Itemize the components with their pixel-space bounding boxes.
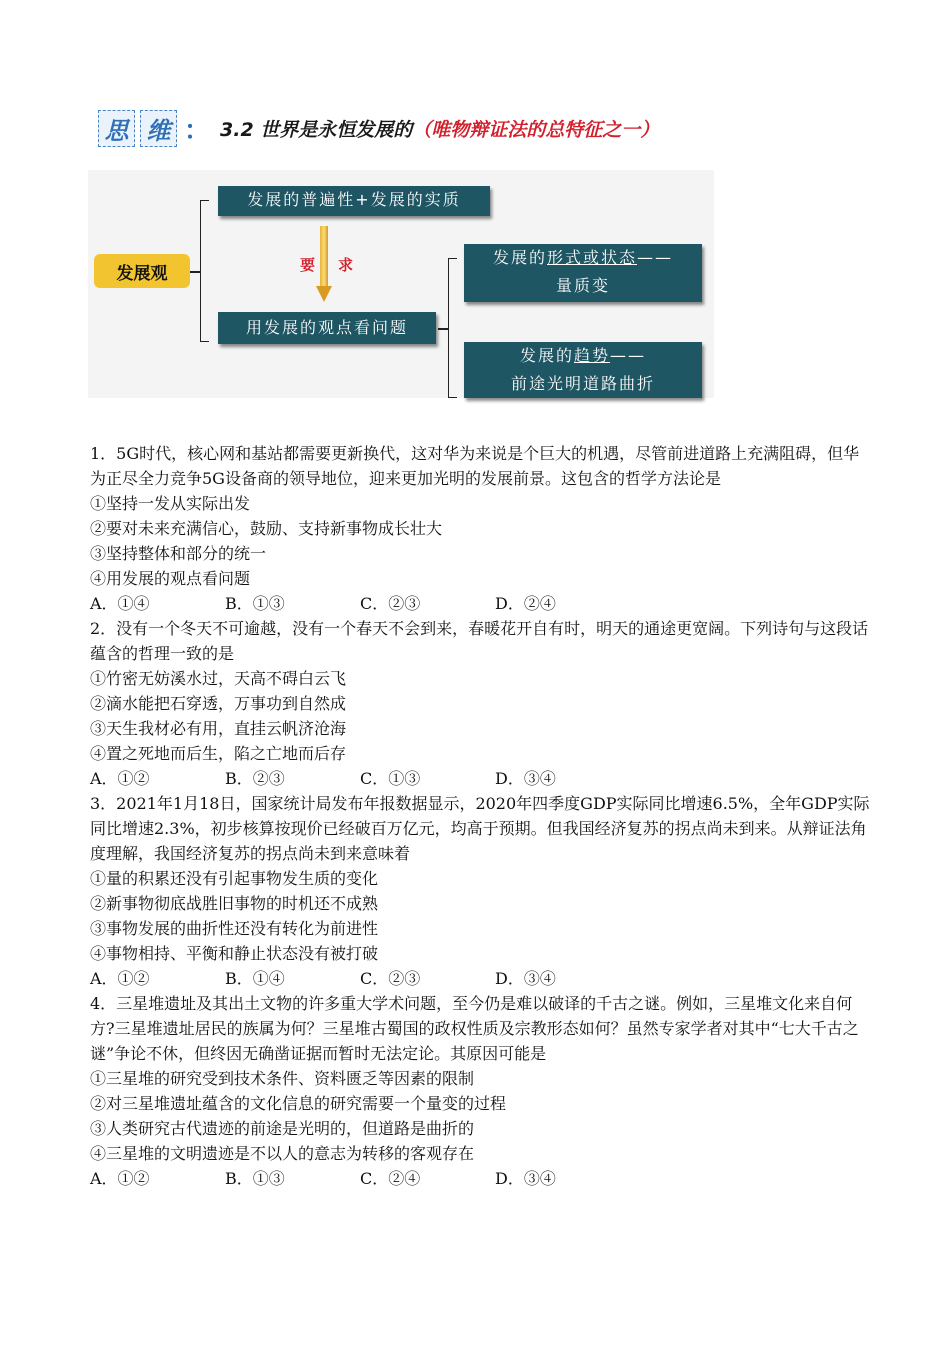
option-b: B．②③ xyxy=(225,769,285,788)
right-brace xyxy=(448,258,457,398)
box3-line1 xyxy=(464,244,702,272)
option-c: C．②④ xyxy=(360,1169,421,1188)
box-use-development-view xyxy=(218,312,436,344)
choice-item: ④置之死地而后生，陷之亡地而后存 xyxy=(90,744,347,763)
question-3 xyxy=(90,791,870,991)
option-d: D．③④ xyxy=(495,1169,556,1188)
choice-item: ②新事物彻底战胜旧事物的时机还不成熟 xyxy=(90,894,379,913)
choice-item: ①三星堆的研究受到技术条件、资料匮乏等因素的限制 xyxy=(90,1069,475,1088)
option-d: D．②④ xyxy=(495,594,556,613)
option-b: B．①④ xyxy=(225,969,285,988)
answer-options xyxy=(90,1166,870,1191)
question-stem: 3．2021年1月18日，国家统计局发布年报数据显示，2020年四季度GDP实际同比增速6.5%，全年GDP实际同比增速2.3%，初步核算按现价已经破百万亿元，均高于预期。但我国经济复苏的拐点尚未到来。从辩证法角度理解，我国经济复苏的拐点尚未到来意味着 xyxy=(90,794,870,863)
choice-item: ②要对未来充满信心，鼓励、支持新事物成长壮大 xyxy=(90,519,443,538)
header-badge-si: 思 xyxy=(98,110,135,147)
option-a: A．①② xyxy=(90,969,150,988)
diagram-root-tag: 发展观 xyxy=(94,254,190,288)
box1-text: 发展的普遍性+发展的实质 xyxy=(247,190,461,209)
option-c: C．②③ xyxy=(360,594,421,613)
box4-prefix: 发展的 xyxy=(519,346,574,365)
header-colon: ： xyxy=(184,115,211,146)
left-brace xyxy=(200,200,209,342)
choice-item: ④事物相持、平衡和静止状态没有被打破 xyxy=(90,944,379,963)
header-badge-wei: 维 xyxy=(140,110,177,147)
answer-options xyxy=(90,766,870,791)
choice-item: ③坚持整体和部分的统一 xyxy=(90,544,267,563)
question-stem: 4．三星堆遗址及其出土文物的许多重大学术问题，至今仍是难以破译的千古之谜。例如，三星堆文化来自何方?三星堆遗址居民的族属为何？三星堆古蜀国的政权性质及宗教形态如何？虽然专家学者对其中“七大千古之谜”争论不休，但终因无确凿证据而暂时无法定论。其原因可能是 xyxy=(90,994,859,1063)
choice-item: ②对三星堆遗址蕴含的文化信息的研究需要一个量变的过程 xyxy=(90,1094,507,1113)
question-2 xyxy=(90,616,870,791)
answer-options xyxy=(90,591,870,616)
choice-item: ①量的积累还没有引起事物发生质的变化 xyxy=(90,869,379,888)
connector-right xyxy=(438,328,448,330)
option-d: D．③④ xyxy=(495,969,556,988)
concept-diagram xyxy=(88,170,714,398)
box4-underlined: 趋势 xyxy=(574,346,611,365)
question-4 xyxy=(90,991,870,1191)
choice-item: ①坚持一发从实际出发 xyxy=(90,494,251,513)
option-d: D．③④ xyxy=(495,769,556,788)
question-stem: 1．5G时代，核心网和基站都需要更新换代，这对华为来说是个巨大的机遇，尽管前进道路上充满阻碍，但华为正尽全力竞争5G设备商的领导地位，迎来更加光明的发展前景。这包含的哲学方法论是 xyxy=(90,444,860,488)
box-trend xyxy=(464,342,702,398)
option-c: C．①③ xyxy=(360,769,421,788)
answer-options xyxy=(90,966,870,991)
choice-item: ③天生我材必有用，直挂云帆济沧海 xyxy=(90,719,347,738)
page-title: 3.2 世界是永恒发展的 xyxy=(220,118,413,141)
choice-item: ③人类研究古代遗迹的前途是光明的，但道路是曲折的 xyxy=(90,1119,475,1138)
option-a: A．①② xyxy=(90,769,150,788)
question-1 xyxy=(90,441,870,616)
requirement-label-2: 求 xyxy=(338,256,354,274)
page-subtitle: （唯物辩证法的总特征之一） xyxy=(412,118,660,141)
choice-item: ④用发展的观点看问题 xyxy=(90,569,251,588)
box3-underlined: 形式或状态 xyxy=(547,248,638,267)
choice-item: ①竹密无妨溪水过，天高不碍白云飞 xyxy=(90,669,347,688)
option-c: C．②③ xyxy=(360,969,421,988)
down-arrow-icon xyxy=(316,226,332,302)
box-form-or-state xyxy=(464,244,702,302)
box4-line2: 前途光明道路曲折 xyxy=(510,374,655,393)
box-development-universality xyxy=(218,186,490,216)
section-header xyxy=(98,108,659,148)
option-a: A．①④ xyxy=(90,594,150,613)
box4-line1 xyxy=(464,342,702,370)
choice-item: ②滴水能把石穿透，万事功到自然成 xyxy=(90,694,347,713)
question-list xyxy=(90,441,870,1191)
option-a: A．①② xyxy=(90,1169,150,1188)
choice-item: ④三星堆的文明遗迹是不以人的意志为转移的客观存在 xyxy=(90,1144,475,1163)
requirement-label-1: 要 xyxy=(300,256,316,274)
question-stem: 2．没有一个冬天不可逾越，没有一个春天不会到来，春暖花开自有时，明天的通途更宽阔。下列诗句与这段话蕴含的哲理一致的是 xyxy=(90,619,869,663)
box3-dash: —— xyxy=(637,248,674,267)
option-b: B．①③ xyxy=(225,594,285,613)
box2-text: 用发展的观点看问题 xyxy=(245,318,408,337)
box4-dash: —— xyxy=(610,346,647,365)
box3-line2: 量质变 xyxy=(555,276,610,295)
box3-prefix: 发展的 xyxy=(492,248,547,267)
connector-root xyxy=(190,271,200,273)
option-b: B．①③ xyxy=(225,1169,285,1188)
choice-item: ③事物发展的曲折性还没有转化为前进性 xyxy=(90,919,379,938)
